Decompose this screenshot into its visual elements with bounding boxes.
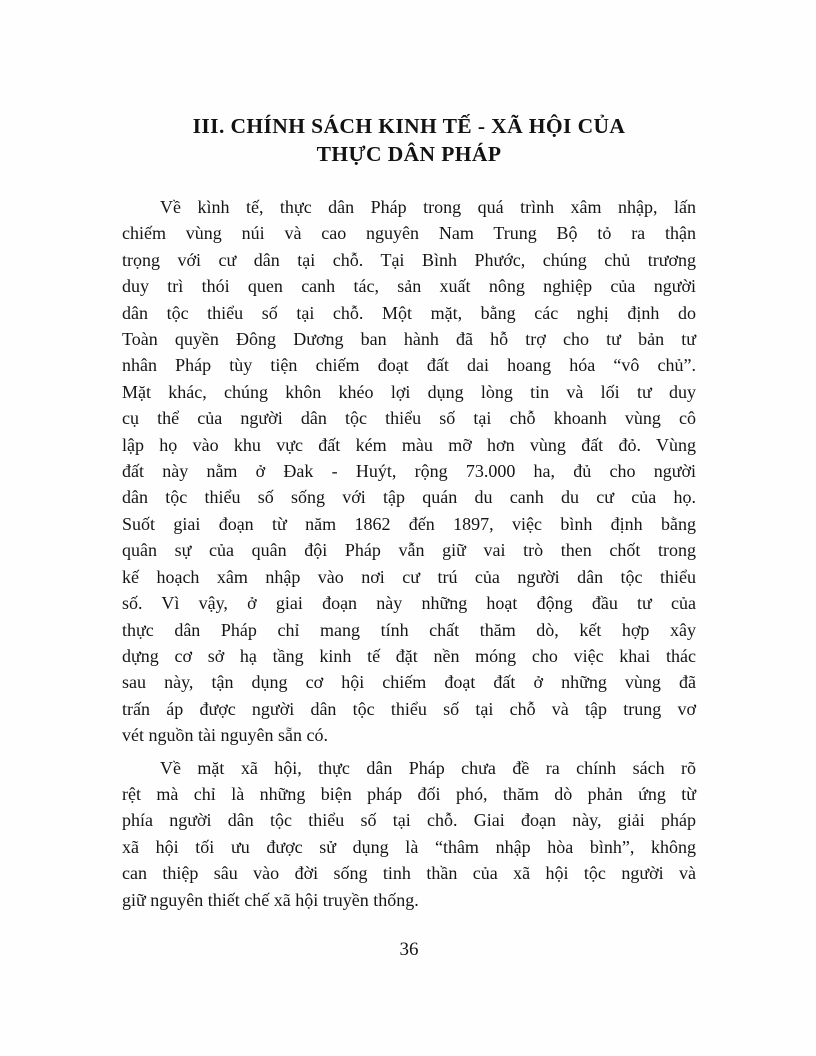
text-line: nhân Pháp tùy tiện chiếm đoạt đất dai hoang hóa “vô chủ”. <box>122 355 696 376</box>
text-line: Mặt khác, chúng khôn khéo lợi dụng lòng tin và lối tư duy <box>122 381 696 402</box>
page-number: 36 <box>399 938 419 960</box>
text-line: trọng với cư dân tại chỗ. Tại Bình Phước, chúng chủ trương <box>122 249 696 270</box>
text-line: can thiệp sâu vào đời sống tinh thần của xã hội tộc người và <box>122 863 696 884</box>
text-line: lập họ vào khu vực đất kém màu mỡ hơn vùng đất đỏ. Vùng <box>122 434 696 455</box>
text-line: xã hội tối ưu được sử dụng là “thâm nhập hòa bình”, không <box>122 836 696 857</box>
paragraph <box>122 755 696 913</box>
text-line: Về kình tế, thực dân Pháp trong quá trình xâm nhập, lấn <box>160 197 696 217</box>
text-line: kế hoạch xâm nhập vào nơi cư trú của người dân tộc thiểu <box>122 566 696 587</box>
text-line: Suốt giai đoạn từ năm 1862 đến 1897, việc bình định bằng <box>122 513 696 534</box>
text-line: sau này, tận dụng cơ hội chiếm đoạt đất ở những vùng đã <box>122 672 696 693</box>
text-line: số. Vì vậy, ở giai đoạn này những hoạt động đầu tư của <box>122 593 696 614</box>
text-line: dân tộc thiểu số tại chỗ. Một mặt, bằng các nghị định do <box>122 302 696 323</box>
text-line: Về mặt xã hội, thực dân Pháp chưa đề ra chính sách rõ <box>160 757 696 778</box>
text-line: đất này nằm ở Đak - Huýt, rộng 73.000 ha, đủ cho người <box>122 461 696 482</box>
text-line: duy trì thói quen canh tác, sản xuất nông nghiệp của người <box>122 276 696 297</box>
text-line: phía người dân tộc thiểu số tại chỗ. Giai đoạn này, giải pháp <box>122 810 696 831</box>
text-line: chiếm vùng núi và cao nguyên Nam Trung Bộ tỏ ra thận <box>122 223 696 244</box>
text-line: cụ thể của người dân tộc thiểu số tại chỗ khoanh vùng cô <box>122 408 696 429</box>
text-line: dựng cơ sở hạ tầng kinh tế đặt nền móng cho việc khai thác <box>122 645 696 666</box>
text-line: vét nguồn tài nguyên sẵn có. <box>122 725 328 746</box>
text-line: giữ nguyên thiết chế xã hội truyền thống. <box>122 889 419 910</box>
text-line: thực dân Pháp chỉ mang tính chất thăm dò, kết hợp xây <box>122 619 696 640</box>
text-line: quân sự của quân đội Pháp vẫn giữ vai trò then chốt trong <box>122 540 696 561</box>
text-line: trấn áp được người dân tộc thiểu số tại chỗ và tập trung vơ <box>122 698 696 719</box>
page-body <box>122 194 696 913</box>
heading-line: THỰC DÂN PHÁP <box>316 142 502 166</box>
text-line: rệt mà chỉ là những biện pháp đối phó, thăm dò phản ứng từ <box>122 783 696 804</box>
text-line: dân tộc thiểu số sống với tập quán du canh du cư của họ. <box>122 487 696 508</box>
paragraph <box>122 194 696 749</box>
text-line: Toàn quyền Đông Dương ban hành đã hỗ trợ cho tư bản tư <box>122 329 696 350</box>
heading-line: III. CHÍNH SÁCH KINH TẾ - XÃ HỘI CỦA <box>192 114 626 138</box>
section-heading <box>122 112 696 168</box>
